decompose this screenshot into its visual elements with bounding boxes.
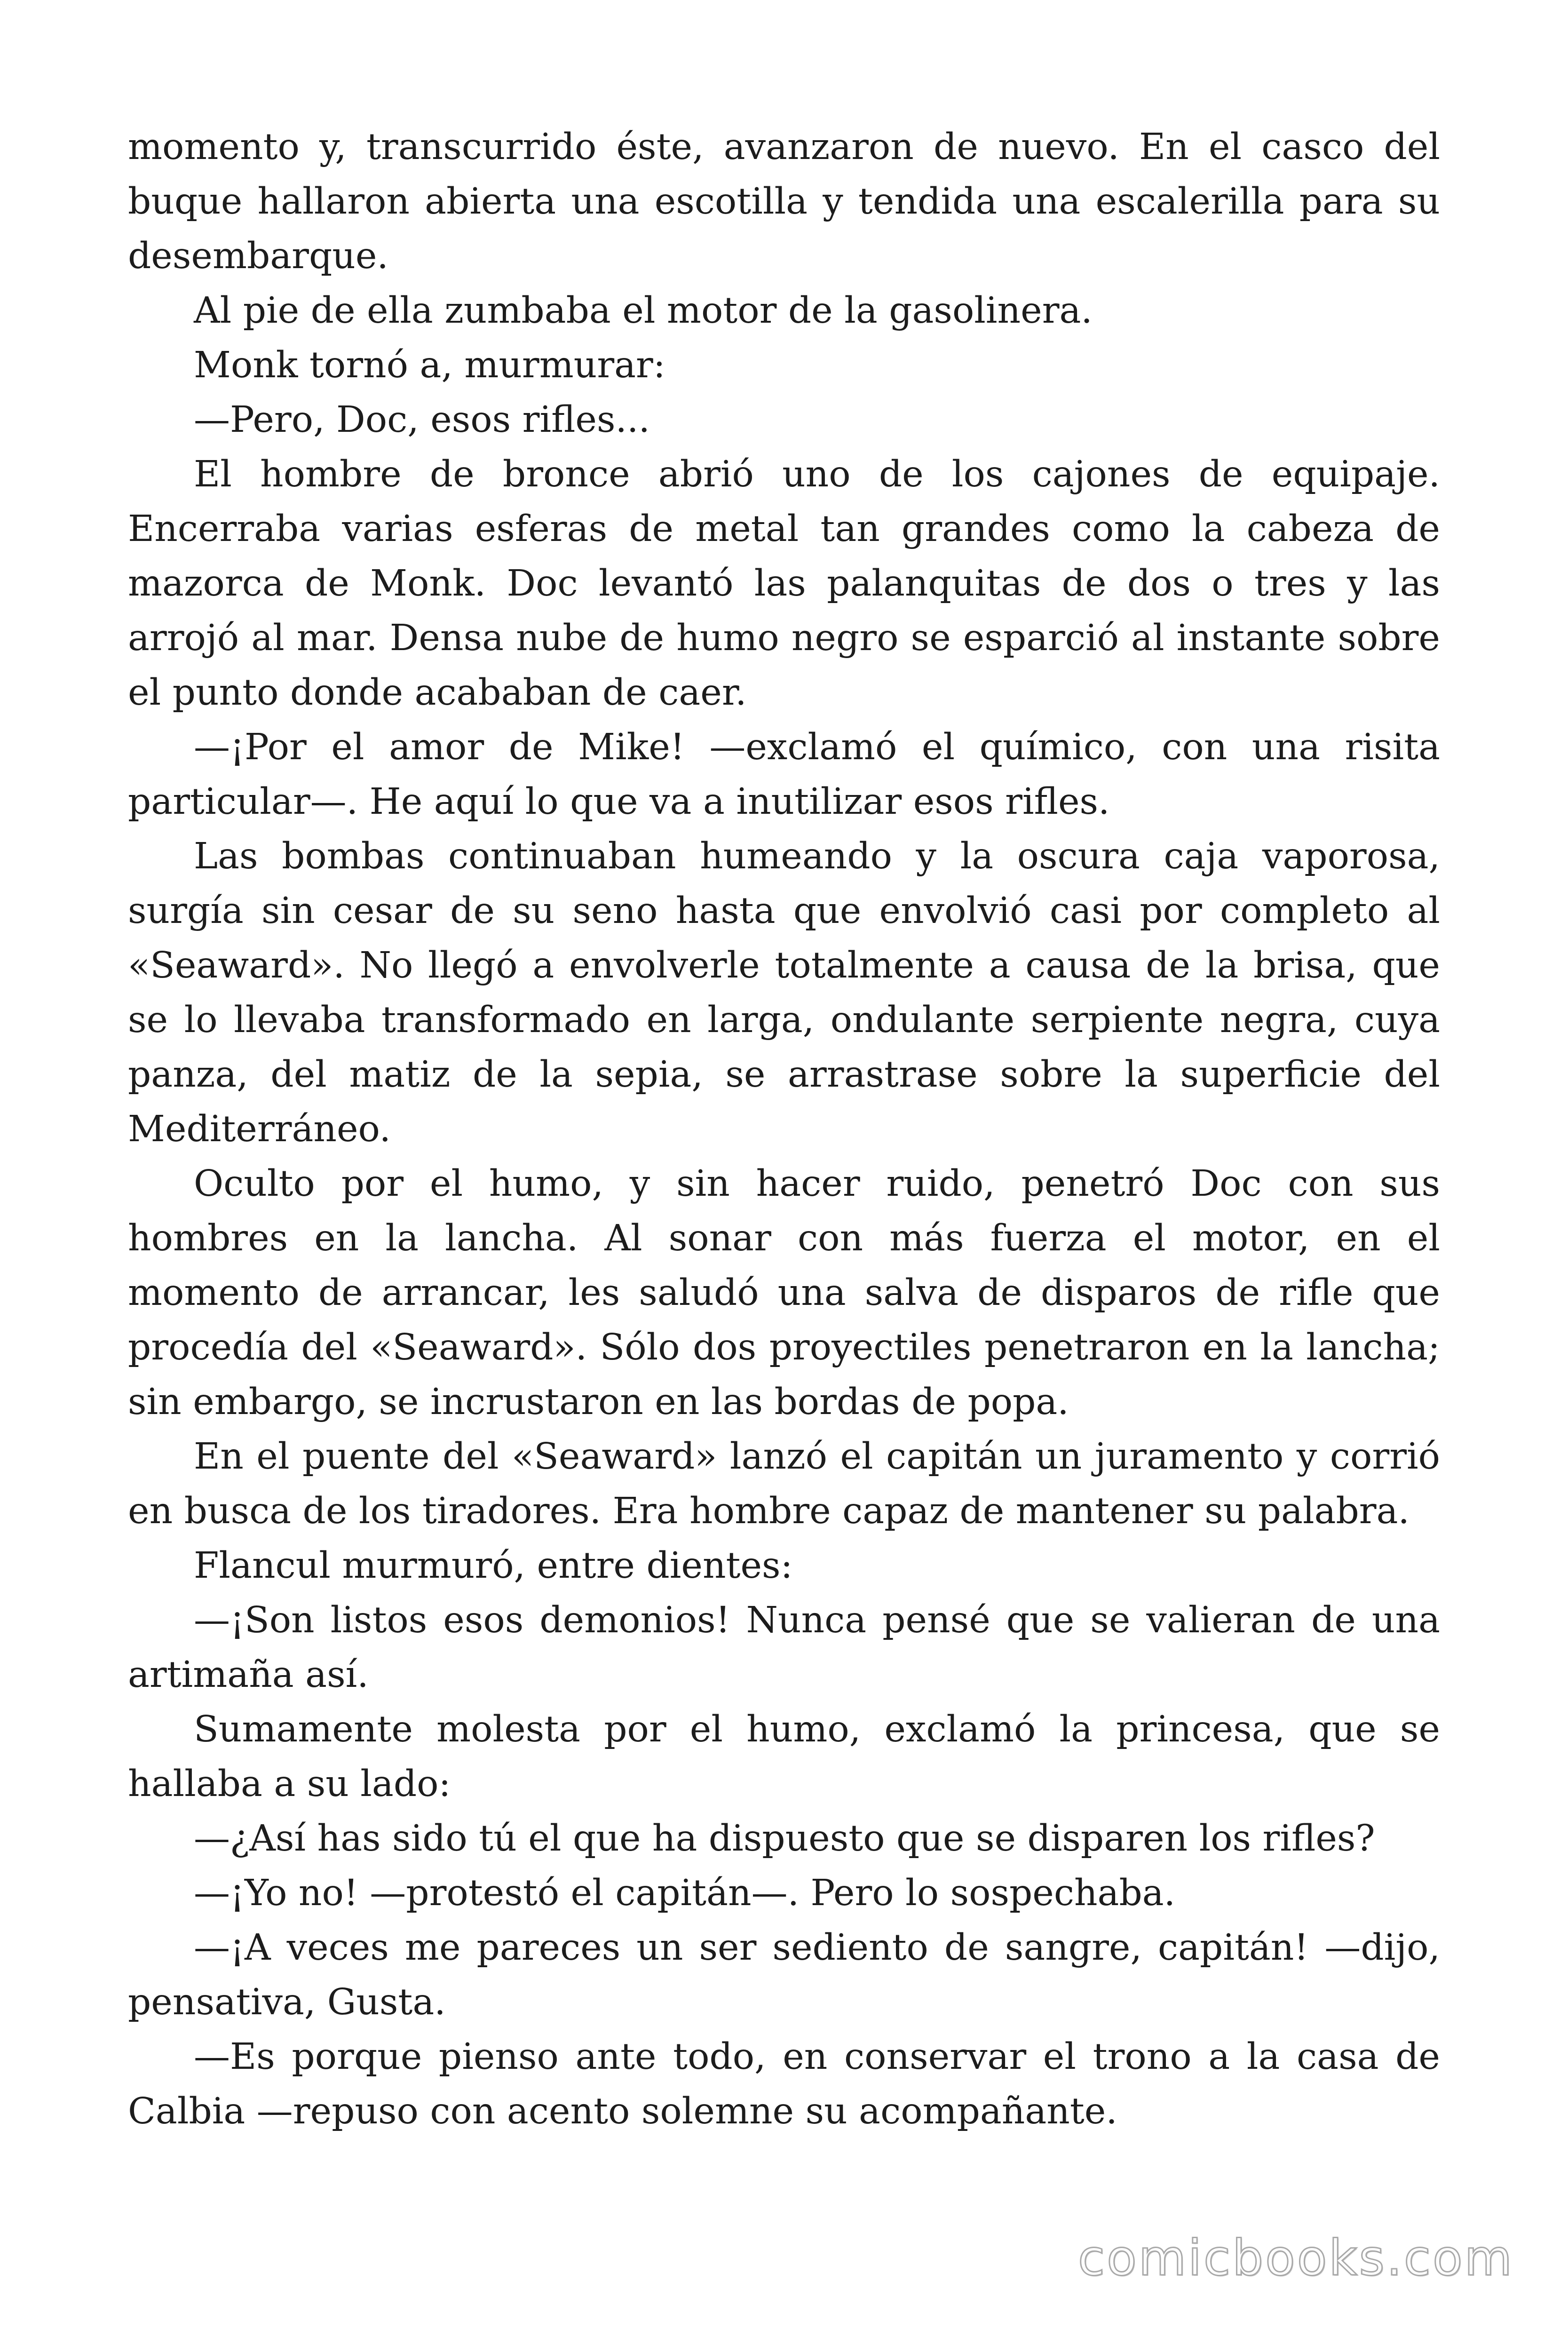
- paragraph: momento y, transcurrido éste, avanzaron de nuevo. En el casco del buque hallaron abierta una escotilla y tendida una escalerilla para su desembarque.: [128, 126, 1440, 277]
- paragraph: —¡A veces me pareces un ser sediento de sangre, capitán! —dijo, pensativa, Gusta.: [128, 1927, 1440, 2023]
- paragraph: —¡Son listos esos demonios! Nunca pensé que se valieran de una artimaña así.: [128, 1599, 1440, 1696]
- page-body: [128, 120, 1440, 2139]
- paragraph: Flancul murmuró, entre dientes:: [194, 1545, 793, 1587]
- paragraph: —Pero, Doc, esos rifles...: [194, 399, 650, 441]
- paragraph: Sumamente molesta por el humo, exclamó la princesa, que se hallaba a su lado:: [128, 1708, 1440, 1805]
- paragraph: —¡Por el amor de Mike! —exclamó el químico, con una risita particular—. He aquí lo que va a inutilizar esos rifles.: [128, 726, 1440, 823]
- paragraph: —Es porque pienso ante todo, en conservar el trono a la casa de Calbia —repuso con acento solemne su acompañante.: [128, 2036, 1440, 2132]
- paragraph: Las bombas continuaban humeando y la oscura caja vaporosa, surgía sin cesar de su seno hasta que envolvió casi por completo al «Seaward». No llegó a envolverle totalmente a causa de la brisa, que se lo llevaba transformado en larga, ondulante serpiente negra, cuya panza, del matiz de la sepia, se arrastrase sobre la superficie del Mediterráneo.: [128, 835, 1440, 1150]
- paragraph: El hombre de bronce abrió uno de los cajones de equipaje. Encerraba varias esferas de metal tan grandes como la cabeza de mazorca de Monk. Doc levantó las palanquitas de dos o tres y las arrojó al mar. Densa nube de humo negro se esparció al instante sobre el punto donde acababan de caer.: [128, 453, 1440, 714]
- watermark: comicbooks.com: [1077, 2229, 1514, 2287]
- paragraph: —¡Yo no! —protestó el capitán—. Pero lo sospechaba.: [194, 1872, 1176, 1914]
- paragraph: —¿Así has sido tú el que ha dispuesto que se disparen los rifles?: [194, 1818, 1375, 1859]
- paragraph: Monk tornó a, murmurar:: [194, 344, 665, 386]
- paragraph: Oculto por el humo, y sin hacer ruido, penetró Doc con sus hombres en la lancha. Al sonar con más fuerza el motor, en el momento de arrancar, les saludó una salva de disparos de rifle que procedía del «Seaward». Sólo dos proyectiles penetraron en la lancha; sin embargo, se incrustaron en las bordas de popa.: [128, 1163, 1440, 1423]
- paragraph: En el puente del «Seaward» lanzó el capitán un juramento y corrió en busca de los tiradores. Era hombre capaz de mantener su palabra.: [128, 1436, 1440, 1532]
- paragraph: Al pie de ella zumbaba el motor de la gasolinera.: [194, 290, 1093, 332]
